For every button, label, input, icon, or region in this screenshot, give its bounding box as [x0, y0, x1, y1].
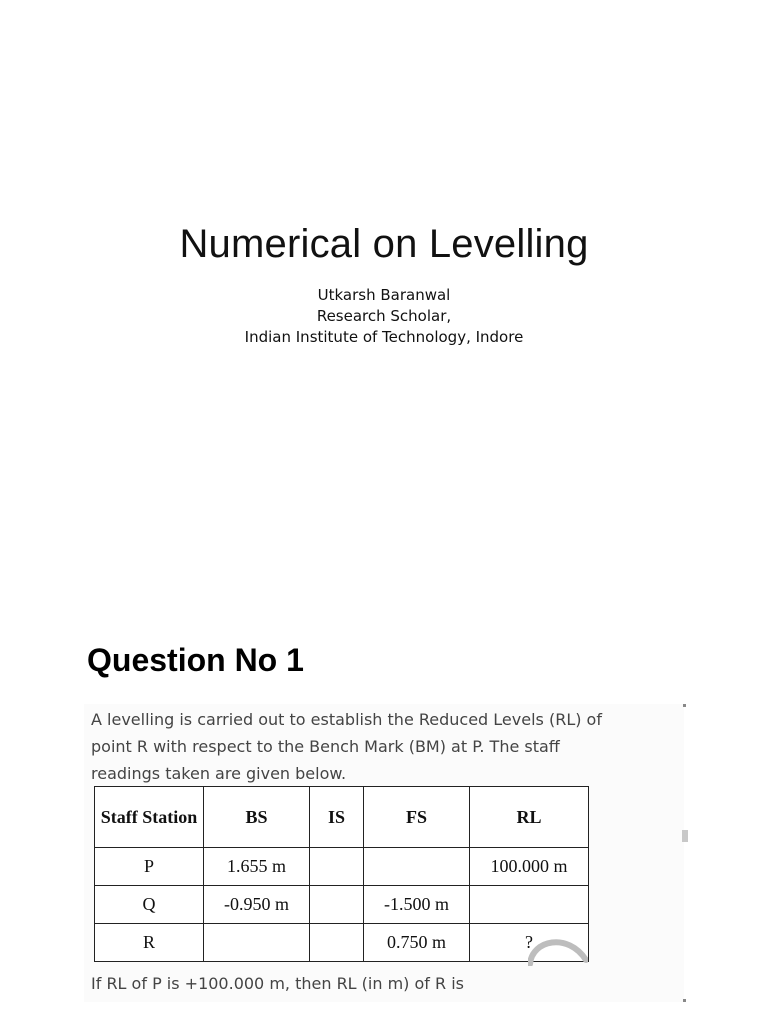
cell-fs [364, 848, 470, 886]
question-text: A levelling is carried out to establish the Reduced Levels (RL) of point R with respect to the Bench Mark (BM) at P. The staff readings taken are given below. [91, 710, 602, 783]
header-staff-station: Staff Station [95, 787, 204, 848]
header-is: IS [310, 787, 364, 848]
cell-rl [470, 886, 589, 924]
table-header-row [95, 787, 589, 848]
table-row [95, 848, 589, 886]
loading-arc-icon [528, 926, 588, 966]
cell-bs: 1.655 m [204, 848, 310, 886]
cell-fs: -1.500 m [364, 886, 470, 924]
cell-station: P [95, 848, 204, 886]
question-footer: If RL of P is +100.000 m, then RL (in m) of R is [91, 974, 464, 993]
author-institute: Indian Institute of Technology, Indore [244, 328, 524, 346]
vertical-scrollbar[interactable] [681, 704, 689, 1002]
cell-station: Q [95, 886, 204, 924]
header-rl: RL [470, 787, 589, 848]
cell-is [310, 886, 364, 924]
scroll-down-arrow-icon[interactable] [683, 999, 686, 1002]
header-bs: BS [204, 787, 310, 848]
presentation-title: Numerical on Levelling [179, 222, 589, 266]
question-heading: Question No 1 [87, 642, 304, 678]
author-name: Utkarsh Baranwal [317, 286, 451, 304]
cell-rl: 100.000 m [470, 848, 589, 886]
cell-is [310, 848, 364, 886]
question-panel [84, 704, 684, 1002]
cell-rl-value: ? [525, 932, 533, 952]
cell-bs: -0.950 m [204, 886, 310, 924]
scroll-thumb[interactable] [682, 830, 688, 842]
table-row [95, 886, 589, 924]
scroll-up-arrow-icon[interactable] [683, 704, 686, 707]
author-block [0, 285, 768, 348]
staff-readings-table [94, 786, 589, 962]
cell-station: R [95, 924, 204, 962]
author-role: Research Scholar, [316, 307, 452, 325]
cell-bs [204, 924, 310, 962]
table-row [95, 924, 589, 962]
cell-is [310, 924, 364, 962]
header-fs: FS [364, 787, 470, 848]
cell-fs: 0.750 m [364, 924, 470, 962]
cell-rl-unknown [470, 924, 589, 962]
